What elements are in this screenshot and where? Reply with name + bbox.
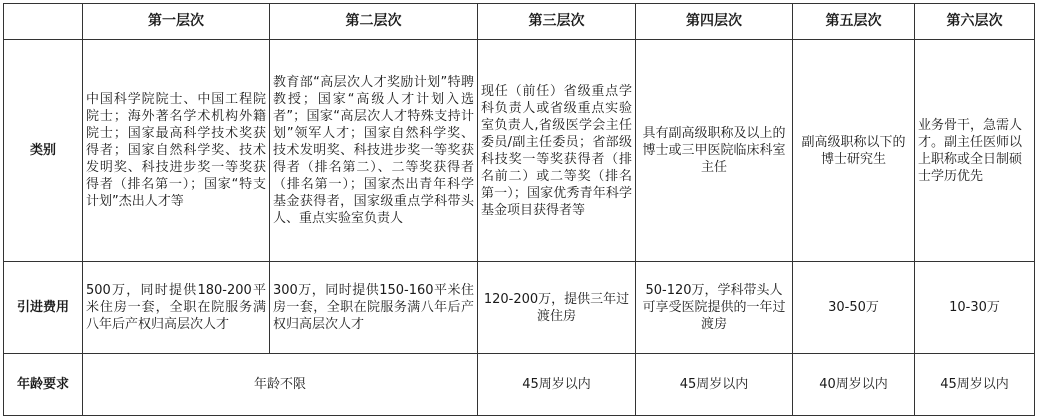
age-level-5: 40周岁以内	[793, 354, 915, 416]
fee-row-label: 引进费用	[4, 262, 83, 354]
age-level-3: 45周岁以内	[478, 354, 636, 416]
fee-level-2: 300万，同时提供150-160平米住房一套，全职在院服务满八年后产权归高层次人才	[270, 262, 478, 354]
category-row	[4, 40, 1035, 262]
level-5-header: 第五层次	[793, 4, 915, 40]
category-level-6: 业务骨干，急需人才。副主任医师以上职称或全日制硕士学历优先	[915, 40, 1035, 262]
category-level-2: 教育部“高层次人才奖励计划”特聘教授；国家“高级人才计划入选者”；国家“高层次人才特殊支持计划”领军人才；国家自然科学奖、技术发明奖、科技进步奖一等奖获得者（排名第二）、二等奖获得者（排名第一）；国家杰出青年科学基金获得者，国家级重点学科带头人、重点实验室负责人	[270, 40, 478, 262]
level-3-header: 第三层次	[478, 4, 636, 40]
fee-row	[4, 262, 1035, 354]
age-row-label: 年龄要求	[4, 354, 83, 416]
level-6-header: 第六层次	[915, 4, 1035, 40]
level-4-header: 第四层次	[636, 4, 793, 40]
category-level-5: 副高级职称以下的博士研究生	[793, 40, 915, 262]
level-2-header: 第二层次	[270, 4, 478, 40]
level-1-header: 第一层次	[83, 4, 270, 40]
fee-level-1: 500万，同时提供180-200平米住房一套，全职在院服务满八年后产权归高层次人才	[83, 262, 270, 354]
fee-level-4: 50-120万，学科带头人可享受医院提供的一年过渡房	[636, 262, 793, 354]
category-level-3: 现任（前任）省级重点学科负责人或省级重点实验室负责人,省级医学会主任委员/副主任委员；省部级科技奖一等奖获得者（排名前二）或二等奖（排名第一）；国家优秀青年科学基金项目获得者等	[478, 40, 636, 262]
talent-policy-table	[3, 3, 1035, 416]
category-level-1: 中国科学院院士、中国工程院院士；海外著名学术机构外籍院士；国家最高科学技术奖获得者；国家自然科学奖、技术发明奖、科技进步奖一等奖获得者（排名第一）；国家“特支计划”杰出人才等	[83, 40, 270, 262]
category-level-4: 具有副高级职称及以上的博士或三甲医院临床科室主任	[636, 40, 793, 262]
fee-level-6: 10-30万	[915, 262, 1035, 354]
fee-level-3: 120-200万，提供三年过渡住房	[478, 262, 636, 354]
age-row	[4, 354, 1035, 416]
category-row-label: 类别	[4, 40, 83, 262]
header-row	[4, 4, 1035, 40]
age-level-6: 45周岁以内	[915, 354, 1035, 416]
age-level-1-2: 年龄不限	[83, 354, 478, 416]
age-level-4: 45周岁以内	[636, 354, 793, 416]
fee-level-5: 30-50万	[793, 262, 915, 354]
corner-cell	[4, 4, 83, 40]
